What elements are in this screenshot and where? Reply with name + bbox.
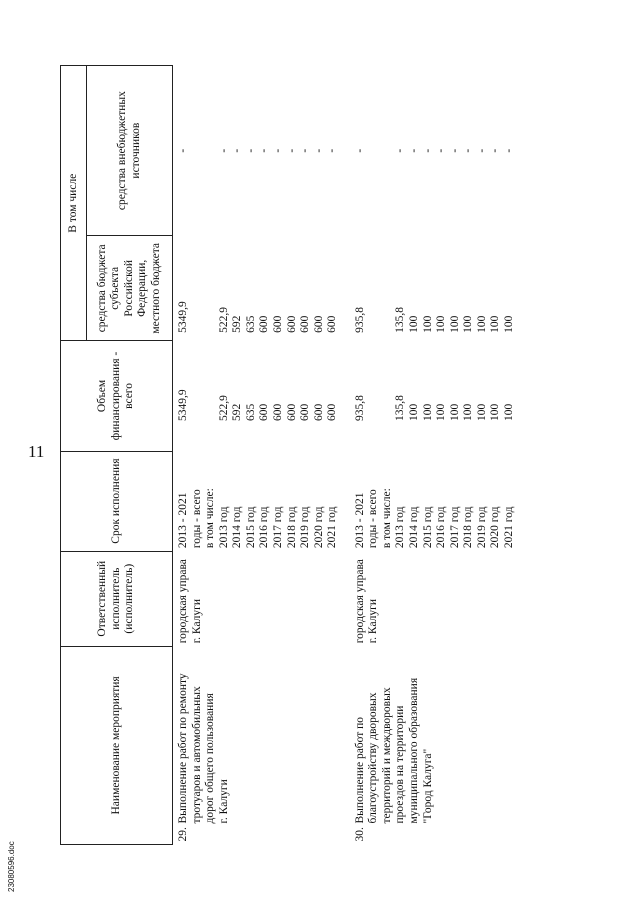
- volume-value: 600: [285, 403, 298, 422]
- term-line: 2013 - 2021: [177, 492, 189, 549]
- volume-value: 592: [231, 403, 244, 422]
- extrabudget-value: [191, 69, 205, 233]
- extrabudget: [173, 66, 350, 236]
- extrabudget-value: -: [448, 148, 461, 153]
- volume-value: 5349,9: [177, 389, 189, 422]
- term-line: 2019 год: [475, 506, 488, 549]
- activity-name-line: тротуаров и автомобильных: [190, 686, 203, 824]
- volume-value: 100: [408, 403, 420, 422]
- volume-value: 935,8: [353, 395, 366, 422]
- extrabudget-value: -: [353, 148, 366, 153]
- term-line: в том числе:: [380, 488, 393, 549]
- subject-budget-value: 600: [312, 315, 325, 333]
- subject-budget-value: 5349,9: [177, 301, 189, 333]
- subject-budget-value: 600: [285, 315, 298, 333]
- volume-value: [381, 344, 395, 421]
- subject-budget-value: 135,8: [394, 307, 407, 333]
- term-line: 2015 год: [244, 506, 257, 549]
- funding-table: [60, 65, 527, 845]
- row-number: 29.: [177, 827, 189, 842]
- term-line: 2015 год: [421, 506, 434, 549]
- table-row: [173, 66, 350, 845]
- volume-value: [204, 344, 218, 421]
- volume-value: 600: [258, 403, 271, 422]
- activity-name-line: г. Калуги: [217, 779, 230, 824]
- executor-line: г. Калуги: [190, 598, 203, 644]
- subject-budget-value: 100: [408, 315, 420, 333]
- extrabudget-value: -: [475, 148, 488, 153]
- extrabudget-value: -: [502, 148, 515, 153]
- activity-name: [173, 646, 350, 826]
- row-number: 30.: [353, 827, 366, 842]
- term-line: 2019 год: [299, 506, 312, 549]
- activity-name-line: благоустройству дворовых: [367, 692, 380, 824]
- extrabudget-value: -: [435, 148, 448, 153]
- subject-budget-value: 100: [462, 315, 475, 333]
- page-number: 11: [28, 442, 45, 461]
- term-line: годы - всего: [190, 489, 203, 549]
- activity-name-line: "Город Калуга": [421, 748, 434, 824]
- subject-budget-value: [367, 239, 381, 333]
- term-line: в том числе:: [204, 488, 217, 549]
- volume-value: [191, 344, 205, 421]
- term-line: годы - всего: [367, 489, 380, 549]
- term-line: 2020 год: [489, 506, 502, 549]
- activity-name: [350, 646, 527, 826]
- extrabudget-value: -: [177, 148, 189, 153]
- volume-total: [350, 341, 527, 451]
- volume-value: 635: [244, 403, 257, 422]
- volume-value: 600: [312, 403, 325, 422]
- executor-line: городская управа: [353, 559, 366, 644]
- term-line: 2017 год: [271, 506, 284, 549]
- header-term: Срок исполнения: [61, 451, 173, 551]
- term-line: 2018 год: [462, 506, 475, 549]
- header-volume: Объем финансирования - всего: [61, 341, 173, 451]
- subject-budget-value: 100: [475, 315, 488, 333]
- volume-value: 100: [435, 403, 448, 422]
- executor-line: г. Калуги: [367, 598, 380, 644]
- volume-value: 100: [502, 403, 515, 422]
- volume-value: 600: [299, 403, 312, 422]
- term-line: 2018 год: [285, 506, 298, 549]
- subject-budget-value: 635: [244, 315, 257, 333]
- activity-name-line: проездов на территории: [394, 705, 407, 824]
- subject-budget-value: 100: [421, 315, 434, 333]
- subject-budget: [173, 236, 350, 341]
- term-line: 2013 - 2021: [353, 492, 366, 549]
- term-line: 2013 год: [394, 506, 407, 549]
- rotated-table-container: [60, 65, 565, 845]
- extrabudget-value: -: [326, 148, 339, 153]
- subject-budget-value: [381, 239, 395, 333]
- extrabudget-value: -: [489, 148, 502, 153]
- subject-budget-value: 100: [489, 315, 502, 333]
- table-body: [173, 66, 527, 845]
- activity-name-line: территорий и междворовых: [380, 687, 393, 824]
- subject-budget-value: 100: [435, 315, 448, 333]
- term-line: 2016 год: [435, 506, 448, 549]
- volume-total: [173, 341, 350, 451]
- subject-budget-value: 592: [231, 315, 244, 333]
- term-line: 2014 год: [231, 506, 244, 549]
- extrabudget: [350, 66, 527, 236]
- header-name: Наименование мероприятия: [61, 646, 173, 844]
- header-extrabudget: средства внебюджетных источников: [87, 66, 173, 236]
- subject-budget-value: 600: [299, 315, 312, 333]
- table-row: [350, 66, 527, 845]
- activity-name-line: Выполнение работ по ремонту: [177, 673, 189, 824]
- extrabudget-value: [381, 69, 395, 233]
- activity-name-line: муниципального образования: [408, 677, 420, 824]
- volume-value: 100: [489, 403, 502, 422]
- volume-value: 100: [448, 403, 461, 422]
- term-line: 2016 год: [258, 506, 271, 549]
- executor-line: городская управа: [177, 559, 189, 644]
- term-line: 2014 год: [408, 506, 420, 549]
- subject-budget-value: 100: [448, 315, 461, 333]
- extrabudget-value: -: [462, 148, 475, 153]
- extrabudget-value: -: [421, 148, 434, 153]
- extrabudget-value: [367, 69, 381, 233]
- volume-value: 600: [326, 403, 339, 422]
- extrabudget-value: -: [285, 148, 298, 153]
- term-line: 2021 год: [326, 506, 339, 549]
- volume-value: 100: [475, 403, 488, 422]
- volume-value: 100: [421, 403, 434, 422]
- header-including: В том числе: [61, 66, 87, 341]
- subject-budget-value: 935,8: [353, 307, 366, 333]
- extrabudget-value: -: [258, 148, 271, 153]
- subject-budget-value: [191, 239, 205, 333]
- subject-budget-value: [204, 239, 218, 333]
- subject-budget-value: 600: [326, 315, 339, 333]
- subject-budget-value: 100: [502, 315, 515, 333]
- term-line: 2013 год: [217, 506, 230, 549]
- document-footer: 23080596.doc: [7, 841, 16, 892]
- term-line: 2020 год: [312, 506, 325, 549]
- executor: [350, 551, 527, 646]
- extrabudget-value: -: [231, 148, 244, 153]
- extrabudget-value: -: [299, 148, 312, 153]
- extrabudget-value: [204, 69, 218, 233]
- term-line: 2017 год: [448, 506, 461, 549]
- volume-value: 135,8: [394, 395, 407, 422]
- volume-value: 522,9: [217, 395, 230, 422]
- volume-value: 100: [462, 403, 475, 422]
- extrabudget-value: -: [217, 148, 230, 153]
- subject-budget-value: 600: [271, 315, 284, 333]
- subject-budget-value: 522,9: [217, 307, 230, 333]
- activity-name-line: дорог общего пользования: [204, 693, 217, 824]
- term: [350, 451, 527, 551]
- extrabudget-value: -: [408, 148, 420, 153]
- volume-value: 600: [271, 403, 284, 422]
- term: [173, 451, 350, 551]
- subject-budget-value: 600: [258, 315, 271, 333]
- header-executor: Ответственный исполнитель (исполнитель): [61, 551, 173, 646]
- volume-value: [367, 344, 381, 421]
- extrabudget-value: -: [394, 148, 407, 153]
- header-subject-budget: средства бюджета субъекта Российской Федерации, местного бюджета: [87, 236, 173, 341]
- subject-budget: [350, 236, 527, 341]
- activity-name-line: Выполнение работ по: [353, 716, 366, 824]
- extrabudget-value: -: [271, 148, 284, 153]
- extrabudget-value: -: [244, 148, 257, 153]
- extrabudget-value: -: [312, 148, 325, 153]
- executor: [173, 551, 350, 646]
- term-line: 2021 год: [502, 506, 515, 549]
